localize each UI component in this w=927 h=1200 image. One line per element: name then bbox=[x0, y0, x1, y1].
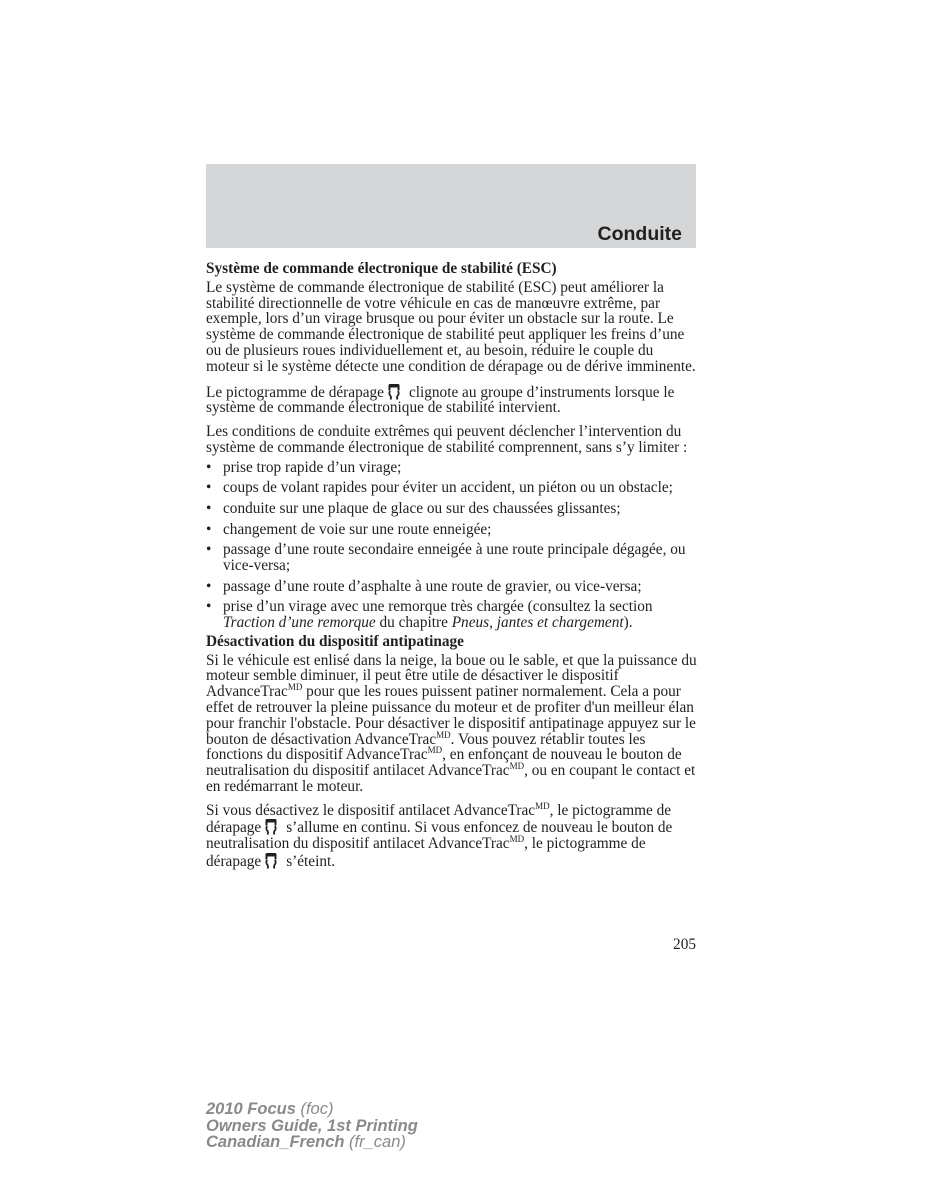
list-item: • passage d’une route secondaire enneigée à une route principale dégagée, ou vice-versa; bbox=[206, 542, 698, 574]
esc-paragraph-2 bbox=[206, 383, 698, 417]
conditions-list bbox=[206, 460, 698, 631]
page-number: 205 bbox=[673, 936, 696, 953]
section-title: Conduite bbox=[597, 223, 682, 245]
footer-line-3 bbox=[206, 1134, 418, 1151]
text: . Vous pouvez rétablir toutes les fonctions du dispositif AdvanceTrac bbox=[206, 730, 646, 764]
text: s’allume en continu. Si vous enfoncez de nouveau le bouton de neutralisation du dispositif antilacet AdvanceTrac bbox=[206, 819, 673, 853]
footer-line-2 bbox=[206, 1118, 418, 1135]
text: , le pictogramme de dérapage bbox=[206, 835, 646, 871]
footer-language: Canadian_French bbox=[206, 1133, 345, 1151]
text: Si vous désactivez le dispositif antilacet AdvanceTrac bbox=[206, 801, 536, 819]
skid-car-icon bbox=[265, 852, 277, 869]
bullet-text: du chapitre bbox=[375, 613, 452, 631]
traction-heading: Désactivation du dispositif antipatinage bbox=[206, 632, 464, 650]
footer-line-1 bbox=[206, 1101, 418, 1118]
esc-p2-text-before: Le pictogramme de dérapage bbox=[206, 383, 384, 401]
traction-paragraph-1 bbox=[206, 653, 698, 795]
esc-paragraph-1: Le système de commande électronique de stabilité (ESC) peut améliorer la stabilité directionnelle de votre véhicule en cas de manœuvre extrême, par exemple, lors d’un virage brusque ou pour éviter un obstacle sur la route. Le système de commande électronique de stabilité peut appliquer les freins d’une ou de plusieurs roues individuellement et, au besoin, réduire le couple du moteur si le système détecte une condition de dérapage ou de dérive imminente. bbox=[206, 278, 696, 375]
esc-p2-text-after: clignote au groupe d’instruments lorsque le système de commande électronique de stabilité intervient. bbox=[206, 383, 675, 417]
esc-heading: Système de commande électronique de stabilité (ESC) bbox=[206, 260, 557, 277]
trademark-sup: MD bbox=[287, 682, 303, 693]
list-item: • prise trop rapide d’un virage; bbox=[206, 460, 698, 476]
trademark-sup: MD bbox=[509, 834, 525, 845]
trademark-sup: MD bbox=[535, 800, 550, 811]
list-item: • passage d’une route d’asphalte à une route de gravier, ou vice-versa; bbox=[206, 579, 698, 595]
list-item: • changement de voie sur une route enneigée; bbox=[206, 522, 698, 538]
text: , ou en coupant le contact et en redémarrant le moteur. bbox=[206, 762, 696, 795]
list-item: • conduite sur une plaque de glace ou sur des chaussées glissantes; bbox=[206, 501, 698, 517]
trademark-sup: MD bbox=[436, 729, 451, 740]
print-footer bbox=[206, 1101, 418, 1151]
bullet-text: prise d’un virage avec une remorque très chargée (consultez la section bbox=[223, 598, 653, 616]
page-content bbox=[206, 261, 698, 878]
reference-pneus-jantes: Pneus, jantes et chargement bbox=[451, 613, 624, 631]
list-item: • coups de volant rapides pour éviter un accident, un piéton ou un obstacle; bbox=[206, 480, 698, 496]
reference-traction-remorque: Traction d’une remorque bbox=[223, 613, 376, 631]
skid-car-icon bbox=[265, 818, 277, 835]
footer-model-code: (foc) bbox=[295, 1100, 334, 1118]
footer-guide: Owners Guide, 1st Printing bbox=[206, 1116, 418, 1135]
trademark-sup: MD bbox=[509, 761, 525, 772]
text: pour que les roues puissent patiner normalement. Cela a pour effet de retrouver la pleine puissance du moteur et de profiter d'un meilleur élan pour franchir l'obstacle. Pour désactiver le dispositif antipatinage appuyez sur le bouton de désactivation AdvanceTrac bbox=[206, 683, 696, 748]
footer-language-code: (fr_can) bbox=[344, 1133, 406, 1151]
text: , en enfonçant de nouveau le bouton de neutralisation du dispositif antilacet AdvanceTrac bbox=[206, 746, 682, 780]
footer-model: 2010 Focus bbox=[206, 1100, 296, 1118]
text: s’éteint. bbox=[286, 853, 336, 871]
traction-paragraph-2 bbox=[206, 800, 698, 871]
text: , le pictogramme de dérapage bbox=[206, 801, 672, 837]
skid-car-icon bbox=[388, 383, 400, 400]
text: Si le véhicule est enlisé dans la neige, la boue ou le sable, et que la puissance du moteur semble diminuer, il peut être utile de désactiver le dispositif AdvanceTrac bbox=[206, 651, 697, 701]
esc-paragraph-3: Les conditions de conduite extrêmes qui peuvent déclencher l’intervention du système de commande électronique de stabilité comprennent, sans s’y limiter : bbox=[206, 423, 688, 456]
trademark-sup: MD bbox=[427, 745, 443, 756]
bullet-text: ). bbox=[623, 613, 633, 631]
section-header-band bbox=[206, 164, 696, 248]
list-item bbox=[206, 599, 698, 631]
